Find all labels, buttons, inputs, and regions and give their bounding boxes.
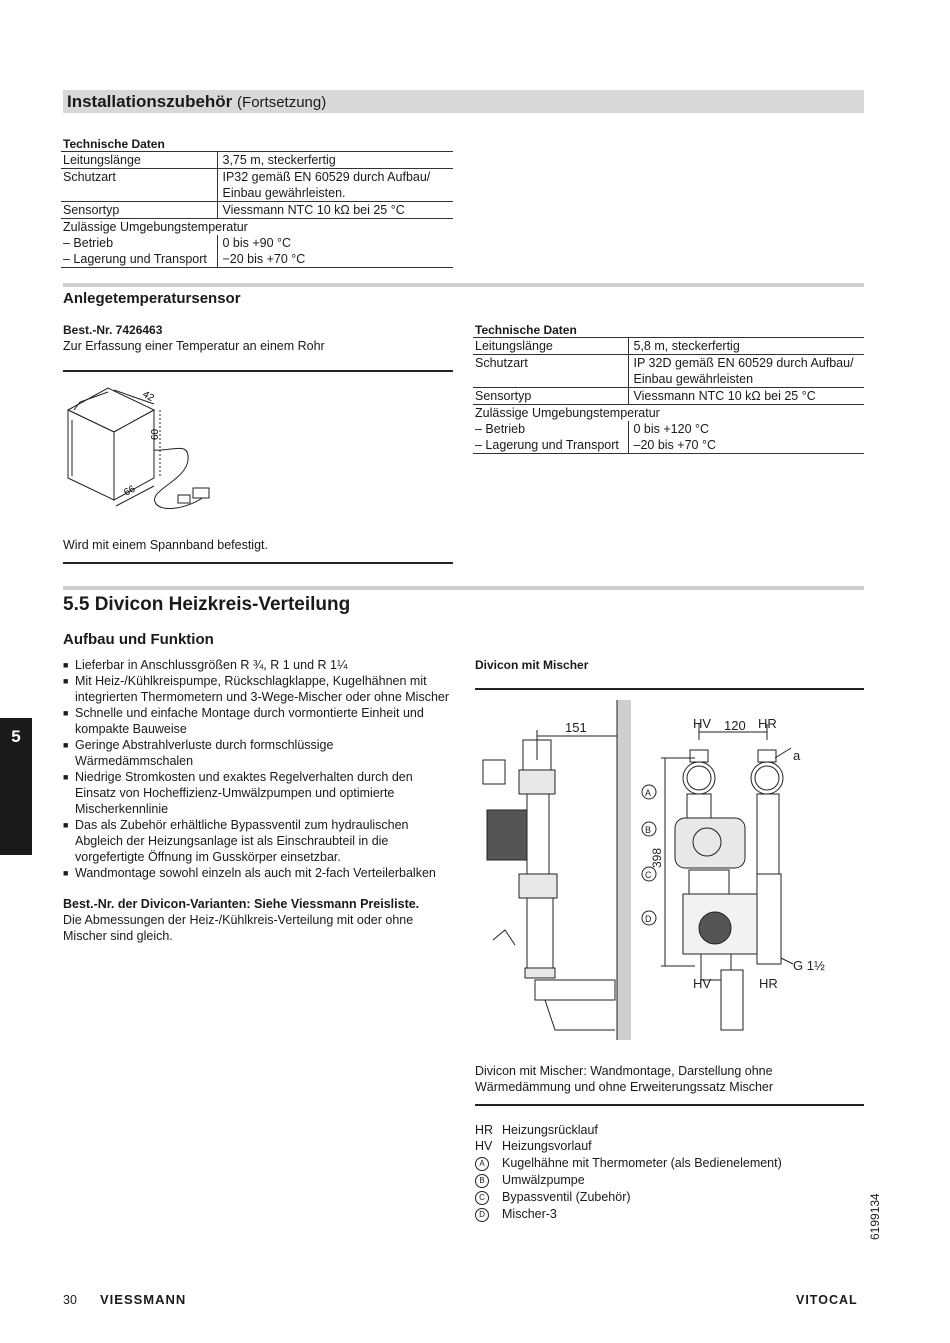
table-cell: Sensortyp xyxy=(61,202,217,219)
list-item: ■ Geringe Abstrahlverluste durch formschlüssige Wärmedämmschalen xyxy=(63,737,455,769)
table-cell: Leitungslänge xyxy=(473,338,628,355)
table-cell: IP32 gemäß EN 60529 durch Aufbau/ Einbau gewährleisten. xyxy=(217,169,453,202)
tech1-label: Technische Daten xyxy=(63,137,165,151)
table-cell: –20 bis +70 °C xyxy=(628,437,864,454)
section-rule xyxy=(63,586,864,590)
document-number: 6199134 xyxy=(868,1193,882,1240)
list-item: ■ Niedrige Stromkosten und exaktes Regelverhalten durch den Einsatz von Hocheffizienz-Umwälzpumpen und optimierte Mischerkennlinie xyxy=(63,769,455,817)
dim-151: 151 xyxy=(565,720,587,735)
divider xyxy=(63,370,453,372)
sensor-drawing xyxy=(60,380,230,520)
legend-marker: B xyxy=(475,1174,489,1188)
marker-b: B xyxy=(645,825,652,835)
list-item: ■ Schnelle und einfache Montage durch vormontierte Einheit und kompakte Bauweise xyxy=(63,705,455,737)
table-row xyxy=(61,235,453,251)
table-row xyxy=(473,338,864,355)
list-item: ■ Wandmontage sowohl einzeln als auch mit 2-fach Verteilerbalken xyxy=(63,865,455,881)
chapter-tab: 5 xyxy=(0,718,32,855)
sensor-dim-a: 42 xyxy=(140,389,156,405)
page-title xyxy=(67,91,326,114)
table-row xyxy=(61,169,453,202)
marker-a: A xyxy=(645,788,652,798)
list-item: ■ Mit Heiz-/Kühlkreispumpe, Rückschlagklappe, Kugelhähnen mit integrierten Thermometern und 3-Wege-Mischer oder ohne Mischer xyxy=(63,673,455,705)
dim-hv-top: HV xyxy=(693,716,712,731)
list-item: ■ Das als Zubehör erhältliche Bypassventil zum hydraulischen Abgleich der Heizungsanlage ist als Einschraubteil in die vorgefertigte Öffnung im Gusskörper einsetzbar. xyxy=(63,817,455,865)
table-row xyxy=(473,355,864,388)
legend-marker: C xyxy=(475,1191,489,1205)
table-cell: – Lagerung und Transport xyxy=(473,437,628,454)
dim-hr-bottom: HR xyxy=(759,976,778,991)
figure-title: Divicon mit Mischer xyxy=(475,658,589,672)
section-rule xyxy=(63,283,864,287)
legend-key: HR xyxy=(475,1123,494,1137)
table-row xyxy=(473,421,864,437)
table-cell: Schutzart xyxy=(61,169,217,202)
legend xyxy=(475,1122,782,1222)
table-row xyxy=(473,437,864,454)
sensor-desc: Zur Erfassung einer Temperatur an einem Rohr xyxy=(63,339,325,353)
divicon-note: Die Abmessungen der Heiz-/Kühlkreis-Verteilung mit oder ohne Mischer sind gleich. xyxy=(63,913,414,943)
dim-120: 120 xyxy=(724,718,746,733)
table-cell: −20 bis +70 °C xyxy=(217,251,453,268)
sensor-note: Wird mit einem Spannband befestigt. xyxy=(63,538,268,552)
sensor-order: Best.-Nr. 7426463 xyxy=(63,323,163,337)
legend-text: Kugelhähne mit Thermometer (als Bedienelement) xyxy=(502,1155,782,1170)
legend-row xyxy=(475,1154,782,1171)
marker-d: D xyxy=(645,914,652,924)
marker-c: C xyxy=(645,870,652,880)
table-cell: Schutzart xyxy=(473,355,628,388)
table-cell: 5,8 m, steckerfertig xyxy=(628,338,864,355)
table-row xyxy=(473,405,864,422)
table-cell: Leitungslänge xyxy=(61,152,217,169)
legend-text: Bypassventil (Zubehör) xyxy=(502,1189,631,1204)
legend-text: Heizungsrücklauf xyxy=(502,1123,598,1137)
divicon-order-text xyxy=(63,896,455,944)
dim-a: a xyxy=(793,748,801,763)
section-title: 5.5 Divicon Heizkreis-Verteilung xyxy=(63,594,351,615)
list-item: ■ Lieferbar in Anschlussgrößen R ¾, R 1 und R 1¼ xyxy=(63,657,455,673)
legend-text: Heizungsvorlauf xyxy=(502,1139,592,1153)
table-row xyxy=(61,219,453,236)
table-cell: Viessmann NTC 10 kΩ bei 25 °C xyxy=(628,388,864,405)
dim-hr-top: HR xyxy=(758,716,777,731)
sensor-dim-b: 60 xyxy=(150,428,161,440)
legend-row xyxy=(475,1138,782,1154)
sensor-heading: Anlegetemperatursensor xyxy=(63,290,241,307)
table-cell: IP 32D gemäß EN 60529 durch Aufbau/ Einbau gewährleisten xyxy=(628,355,864,388)
table-cell: Sensortyp xyxy=(473,388,628,405)
dim-hv-bottom: HV xyxy=(693,976,712,991)
divicon-order: Best.-Nr. der Divicon-Varianten: Siehe Viessmann Preisliste. xyxy=(63,897,420,911)
table-row xyxy=(61,152,453,169)
table-cell: – Lagerung und Transport xyxy=(61,251,217,268)
dim-398: 398 xyxy=(650,847,664,868)
table-cell: 3,75 m, steckerfertig xyxy=(217,152,453,169)
sensor-dim-c: 66 xyxy=(122,483,138,499)
table-cell: Viessmann NTC 10 kΩ bei 25 °C xyxy=(217,202,453,219)
table-row xyxy=(473,388,864,405)
legend-text: Umwälzpumpe xyxy=(502,1172,585,1187)
page-title-main: Installationszubehör xyxy=(67,92,233,111)
table-row xyxy=(61,202,453,219)
tech2-label: Technische Daten xyxy=(475,323,577,337)
table-cell: Zulässige Umgebungstemperatur xyxy=(61,219,453,236)
legend-key: HV xyxy=(475,1139,493,1153)
legend-row xyxy=(475,1188,782,1205)
tech2-table xyxy=(473,337,864,454)
legend-text: Mischer-3 xyxy=(502,1206,557,1221)
legend-marker: D xyxy=(475,1208,489,1222)
table-cell: 0 bis +120 °C xyxy=(628,421,864,437)
dim-g: G 1½ xyxy=(793,958,825,973)
feature-list xyxy=(63,657,455,881)
legend-row xyxy=(475,1171,782,1188)
table-cell: – Betrieb xyxy=(475,422,526,436)
tech1-table xyxy=(61,151,453,268)
page-number: 30 xyxy=(63,1293,77,1307)
table-cell: – Betrieb xyxy=(63,236,114,250)
legend-row xyxy=(475,1122,782,1138)
figure-caption: Divicon mit Mischer: Wandmontage, Darstellung ohne Wärmedämmung und ohne Erweiterungssatz Mischer xyxy=(475,1064,774,1094)
table-cell: Zulässige Umgebungstemperatur xyxy=(473,405,864,422)
divider xyxy=(63,562,453,564)
legend-marker: A xyxy=(475,1157,489,1171)
divicon-drawing xyxy=(475,700,864,1040)
divider xyxy=(475,1104,864,1106)
table-row xyxy=(61,251,453,268)
brand-logo: VIESSMANN xyxy=(100,1292,187,1307)
table-cell: 0 bis +90 °C xyxy=(217,235,453,251)
legend-row xyxy=(475,1205,782,1222)
divider xyxy=(475,688,864,690)
product-logo: VITOCAL xyxy=(796,1293,858,1307)
page-title-sub: (Fortsetzung) xyxy=(237,94,327,111)
section-subtitle: Aufbau und Funktion xyxy=(63,631,214,648)
